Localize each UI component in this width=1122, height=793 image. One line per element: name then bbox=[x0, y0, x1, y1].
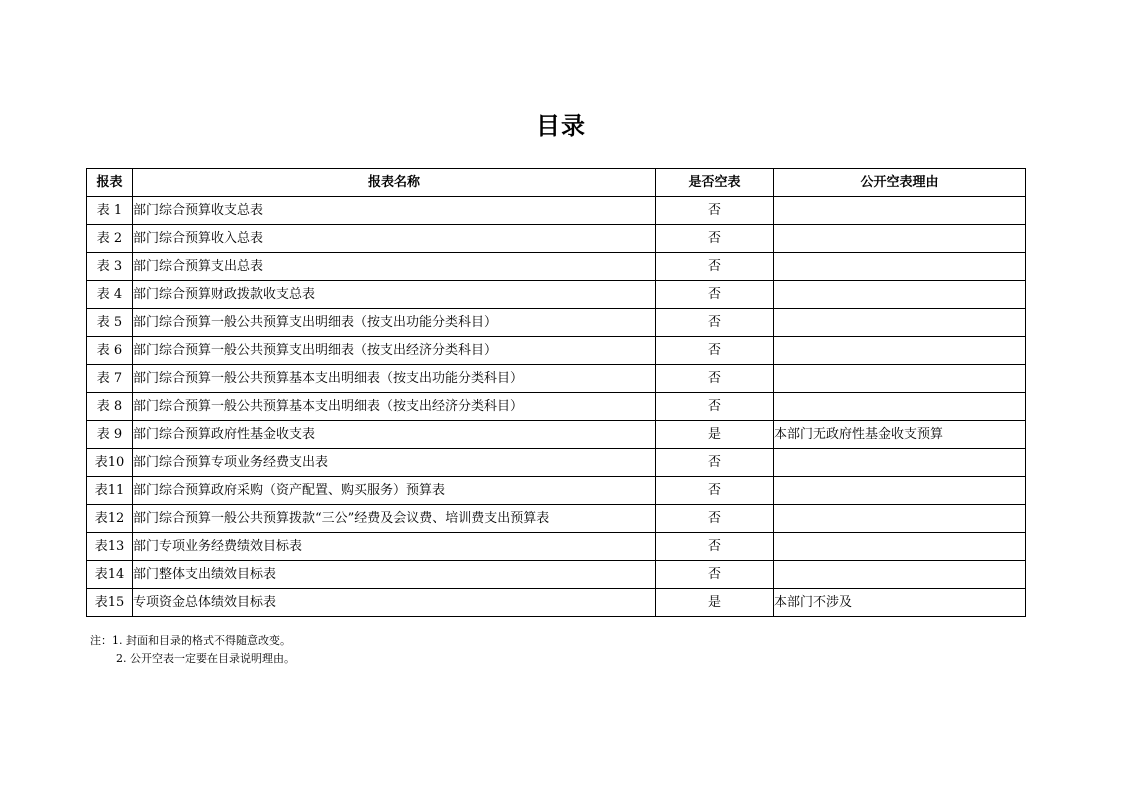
row-report-name: 部门综合预算专项业务经费支出表 bbox=[133, 449, 656, 477]
row-report-no: 表 8 bbox=[87, 393, 133, 421]
row-report-no: 表12 bbox=[87, 505, 133, 533]
row-is-empty: 否 bbox=[656, 505, 774, 533]
row-report-name: 专项资金总体绩效目标表 bbox=[133, 589, 656, 617]
row-empty-reason bbox=[774, 281, 1026, 309]
row-is-empty: 否 bbox=[656, 477, 774, 505]
table-row bbox=[87, 477, 1026, 505]
row-empty-reason bbox=[774, 477, 1026, 505]
row-is-empty: 否 bbox=[656, 337, 774, 365]
row-empty-reason bbox=[774, 561, 1026, 589]
row-report-no: 表15 bbox=[87, 589, 133, 617]
row-is-empty: 否 bbox=[656, 309, 774, 337]
table-row bbox=[87, 421, 1026, 449]
row-is-empty: 否 bbox=[656, 225, 774, 253]
page-title: 目录 bbox=[536, 112, 586, 140]
row-report-name: 部门综合预算一般公共预算基本支出明细表（按支出经济分类科目） bbox=[133, 393, 656, 421]
table-row bbox=[87, 365, 1026, 393]
row-is-empty: 否 bbox=[656, 281, 774, 309]
row-report-name: 部门综合预算收支总表 bbox=[133, 197, 656, 225]
header-is-empty: 是否空表 bbox=[656, 169, 774, 197]
table-row bbox=[87, 561, 1026, 589]
table-row bbox=[87, 197, 1026, 225]
row-report-no: 表 6 bbox=[87, 337, 133, 365]
row-report-no: 表 3 bbox=[87, 253, 133, 281]
table-header-row bbox=[87, 169, 1026, 197]
row-empty-reason bbox=[774, 505, 1026, 533]
row-report-no: 表 4 bbox=[87, 281, 133, 309]
row-report-no: 表 1 bbox=[87, 197, 133, 225]
row-report-name: 部门综合预算政府性基金收支表 bbox=[133, 421, 656, 449]
row-report-name: 部门整体支出绩效目标表 bbox=[133, 561, 656, 589]
row-empty-reason bbox=[774, 393, 1026, 421]
table-row bbox=[87, 449, 1026, 477]
table-row bbox=[87, 337, 1026, 365]
header-empty-reason: 公开空表理由 bbox=[774, 169, 1026, 197]
row-report-no: 表10 bbox=[87, 449, 133, 477]
row-is-empty: 否 bbox=[656, 197, 774, 225]
row-empty-reason bbox=[774, 533, 1026, 561]
row-empty-reason bbox=[774, 225, 1026, 253]
row-empty-reason bbox=[774, 309, 1026, 337]
row-empty-reason: 本部门无政府性基金收支预算 bbox=[774, 421, 1026, 449]
row-report-no: 表 7 bbox=[87, 365, 133, 393]
row-report-name: 部门综合预算收入总表 bbox=[133, 225, 656, 253]
note-1: 注：1. 封面和目录的格式不得随意改变。 bbox=[90, 634, 291, 647]
row-report-no: 表 5 bbox=[87, 309, 133, 337]
row-is-empty: 否 bbox=[656, 253, 774, 281]
row-report-no: 表14 bbox=[87, 561, 133, 589]
table-body bbox=[87, 197, 1026, 617]
row-report-name: 部门综合预算一般公共预算支出明细表（按支出经济分类科目） bbox=[133, 337, 656, 365]
row-is-empty: 否 bbox=[656, 533, 774, 561]
row-empty-reason bbox=[774, 449, 1026, 477]
row-report-name: 部门综合预算一般公共预算拨款“三公”经费及会议费、培训费支出预算表 bbox=[133, 505, 656, 533]
row-empty-reason: 本部门不涉及 bbox=[774, 589, 1026, 617]
row-is-empty: 是 bbox=[656, 421, 774, 449]
row-is-empty: 是 bbox=[656, 589, 774, 617]
table-row bbox=[87, 589, 1026, 617]
row-empty-reason bbox=[774, 197, 1026, 225]
row-report-name: 部门综合预算支出总表 bbox=[133, 253, 656, 281]
row-report-no: 表 9 bbox=[87, 421, 133, 449]
row-report-name: 部门综合预算一般公共预算支出明细表（按支出功能分类科目） bbox=[133, 309, 656, 337]
row-report-no: 表11 bbox=[87, 477, 133, 505]
row-empty-reason bbox=[774, 365, 1026, 393]
table-row bbox=[87, 505, 1026, 533]
header-report-name: 报表名称 bbox=[133, 169, 656, 197]
table-row bbox=[87, 253, 1026, 281]
toc-table bbox=[86, 168, 1026, 617]
row-is-empty: 否 bbox=[656, 449, 774, 477]
table-row bbox=[87, 281, 1026, 309]
row-report-name: 部门专项业务经费绩效目标表 bbox=[133, 533, 656, 561]
row-report-no: 表 2 bbox=[87, 225, 133, 253]
row-is-empty: 否 bbox=[656, 393, 774, 421]
note-2: 2. 公开空表一定要在目录说明理由。 bbox=[116, 652, 295, 665]
row-report-name: 部门综合预算政府采购（资产配置、购买服务）预算表 bbox=[133, 477, 656, 505]
table-row bbox=[87, 225, 1026, 253]
row-report-no: 表13 bbox=[87, 533, 133, 561]
row-empty-reason bbox=[774, 337, 1026, 365]
row-report-name: 部门综合预算财政拨款收支总表 bbox=[133, 281, 656, 309]
notes bbox=[90, 632, 295, 668]
table-row bbox=[87, 533, 1026, 561]
table-row bbox=[87, 309, 1026, 337]
table-row bbox=[87, 393, 1026, 421]
row-is-empty: 否 bbox=[656, 365, 774, 393]
row-is-empty: 否 bbox=[656, 561, 774, 589]
row-report-name: 部门综合预算一般公共预算基本支出明细表（按支出功能分类科目） bbox=[133, 365, 656, 393]
header-report-no: 报表 bbox=[87, 169, 133, 197]
row-empty-reason bbox=[774, 253, 1026, 281]
